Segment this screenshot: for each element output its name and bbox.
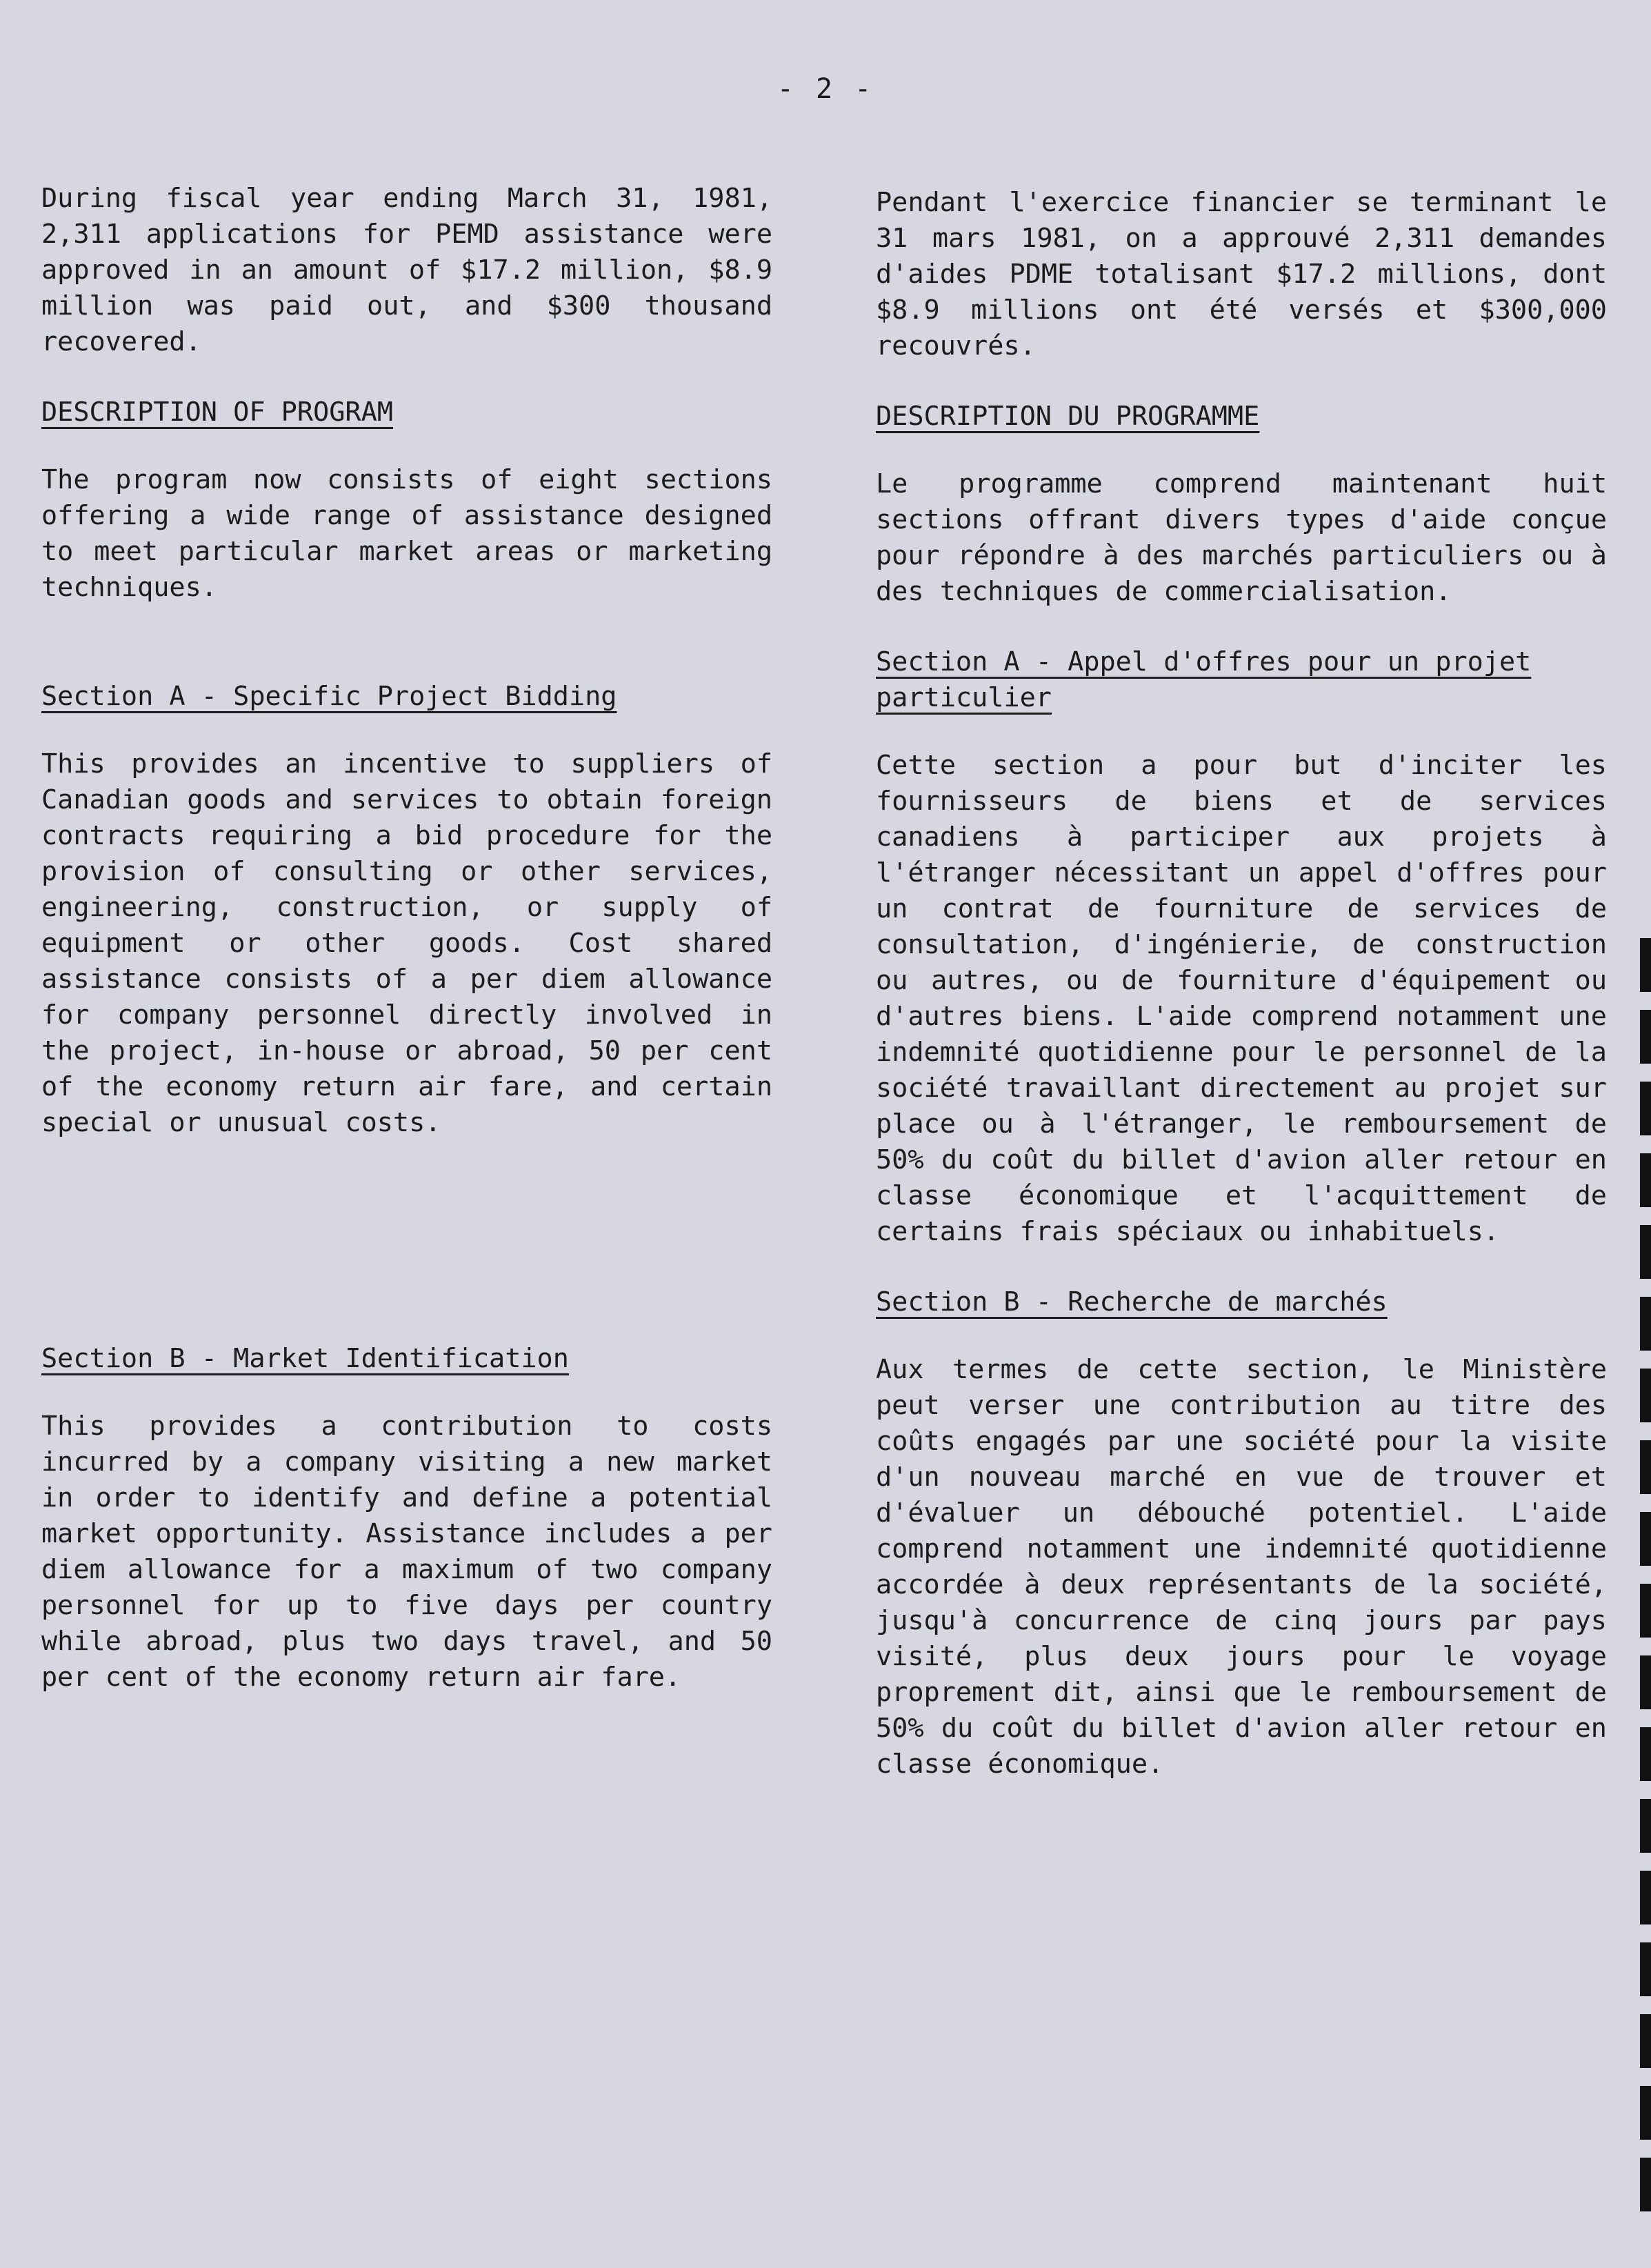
french-intro-paragraph: Pendant l'exercice financier se terminant le 31 mars 1981, on a approuvé 2,311 demandes d'aides PDME totalisant $17.2 millions, dont $8.9 millions ont été versés et $300,000 recouvrés. [876,187,1607,361]
binding-mark [1640,1082,1651,1135]
binding-mark [1640,1871,1651,1924]
binding-mark [1640,1440,1651,1494]
french-section-a-heading: Section A - Appel d'offres pour un projet particulier [876,646,1532,713]
binding-mark [1640,1799,1651,1853]
binding-mark [1640,1512,1651,1566]
french-section-a-paragraph: Cette section a pour but d'inciter les fournisseurs de biens et de services canadiens à participer aux projets à l'étranger nécessitant un appel d'offres pour un contrat de fourniture de services de consultation, d'ingénierie, de construction ou autres, ou de fourniture d'équipement ou d'autres biens. L'aide comprend notamment une indemnité quotidienne pour le personnel de la société travaillant directement au projet sur place ou à l'étranger, le remboursement de 50% du coût du billet d'avion aller retour en classe économique et l'acquittement de certains frais spéciaux ou inhabituels. [876,750,1607,1247]
binding-mark [1640,938,1651,992]
french-section-b-paragraph: Aux termes de cette section, le Ministère peut verser une contribution au titre des coûts engagés par une société pour la visite d'un nouveau marché en vue de trouver et d'évaluer un débouché potentiel. L'aide comprend notamment une indemnité quotidienne accordée à deux représentants de la société, jusqu'à concurrence de cinq jours par pays visité, plus deux jours pour le voyage proprement dit, ainsi que le remboursement de 50% du coût du billet d'avion aller retour en classe économique. [876,1354,1607,1780]
binding-mark [1640,1584,1651,1638]
binding-mark [1640,2014,1651,2068]
binding-mark [1640,2158,1651,2211]
english-column [41,181,772,1730]
english-description-paragraph: The program now consists of eight sections offering a wide range of assistance designed to meet particular market areas or marketing techniques. [41,464,772,603]
binding-mark [1640,1727,1651,1781]
binding-mark [1640,1010,1651,1064]
french-section-b-heading: Section B - Recherche de marchés [876,1286,1388,1317]
french-column [876,185,1607,1817]
binding-mark [1640,1297,1651,1351]
english-section-b-paragraph: This provides a contribution to costs incurred by a company visiting a new market in order to identify and define a potential market opportunity. Assistance includes a per diem allowance for a maximum of two company personnel for up to five days per country while abroad, plus two days travel, and 50 per cent of the economy return air fare. [41,1411,772,1693]
english-section-b-heading: Section B - Market Identification [41,1343,569,1374]
french-description-paragraph: Le programme comprend maintenant huit sections offrant divers types d'aide conçue pour répondre à des marchés particuliers ou à des techniques de commercialisation. [876,468,1607,607]
english-intro-paragraph: During fiscal year ending March 31, 1981, 2,311 applications for PEMD assistance were approved in an amount of $17.2 million, $8.9 million was paid out, and $300 thousand recovered. [41,183,772,357]
binding-mark [1640,1225,1651,1279]
binding-mark [1640,1369,1651,1422]
binding-spine [1640,938,1651,2249]
binding-mark [1640,1153,1651,1207]
english-section-a-paragraph: This provides an incentive to suppliers of Canadian goods and services to obtain foreign contracts requiring a bid procedure for the provision of consulting or other services, engineering, construction, or supply of equipment or other goods. Cost shared assistance consists of a per diem allowance for company personnel directly involved in the project, in-house or abroad, 50 per cent of the economy return air fare, and certain special or unusual costs. [41,748,772,1138]
binding-mark [1640,1942,1651,1996]
binding-mark [1640,2086,1651,2140]
english-description-heading: DESCRIPTION OF PROGRAM [41,397,393,428]
english-section-a-heading: Section A - Specific Project Bidding [41,681,617,712]
french-description-heading: DESCRIPTION DU PROGRAMME [876,401,1260,432]
binding-mark [1640,1655,1651,1709]
page-number: - 2 - [777,73,874,105]
